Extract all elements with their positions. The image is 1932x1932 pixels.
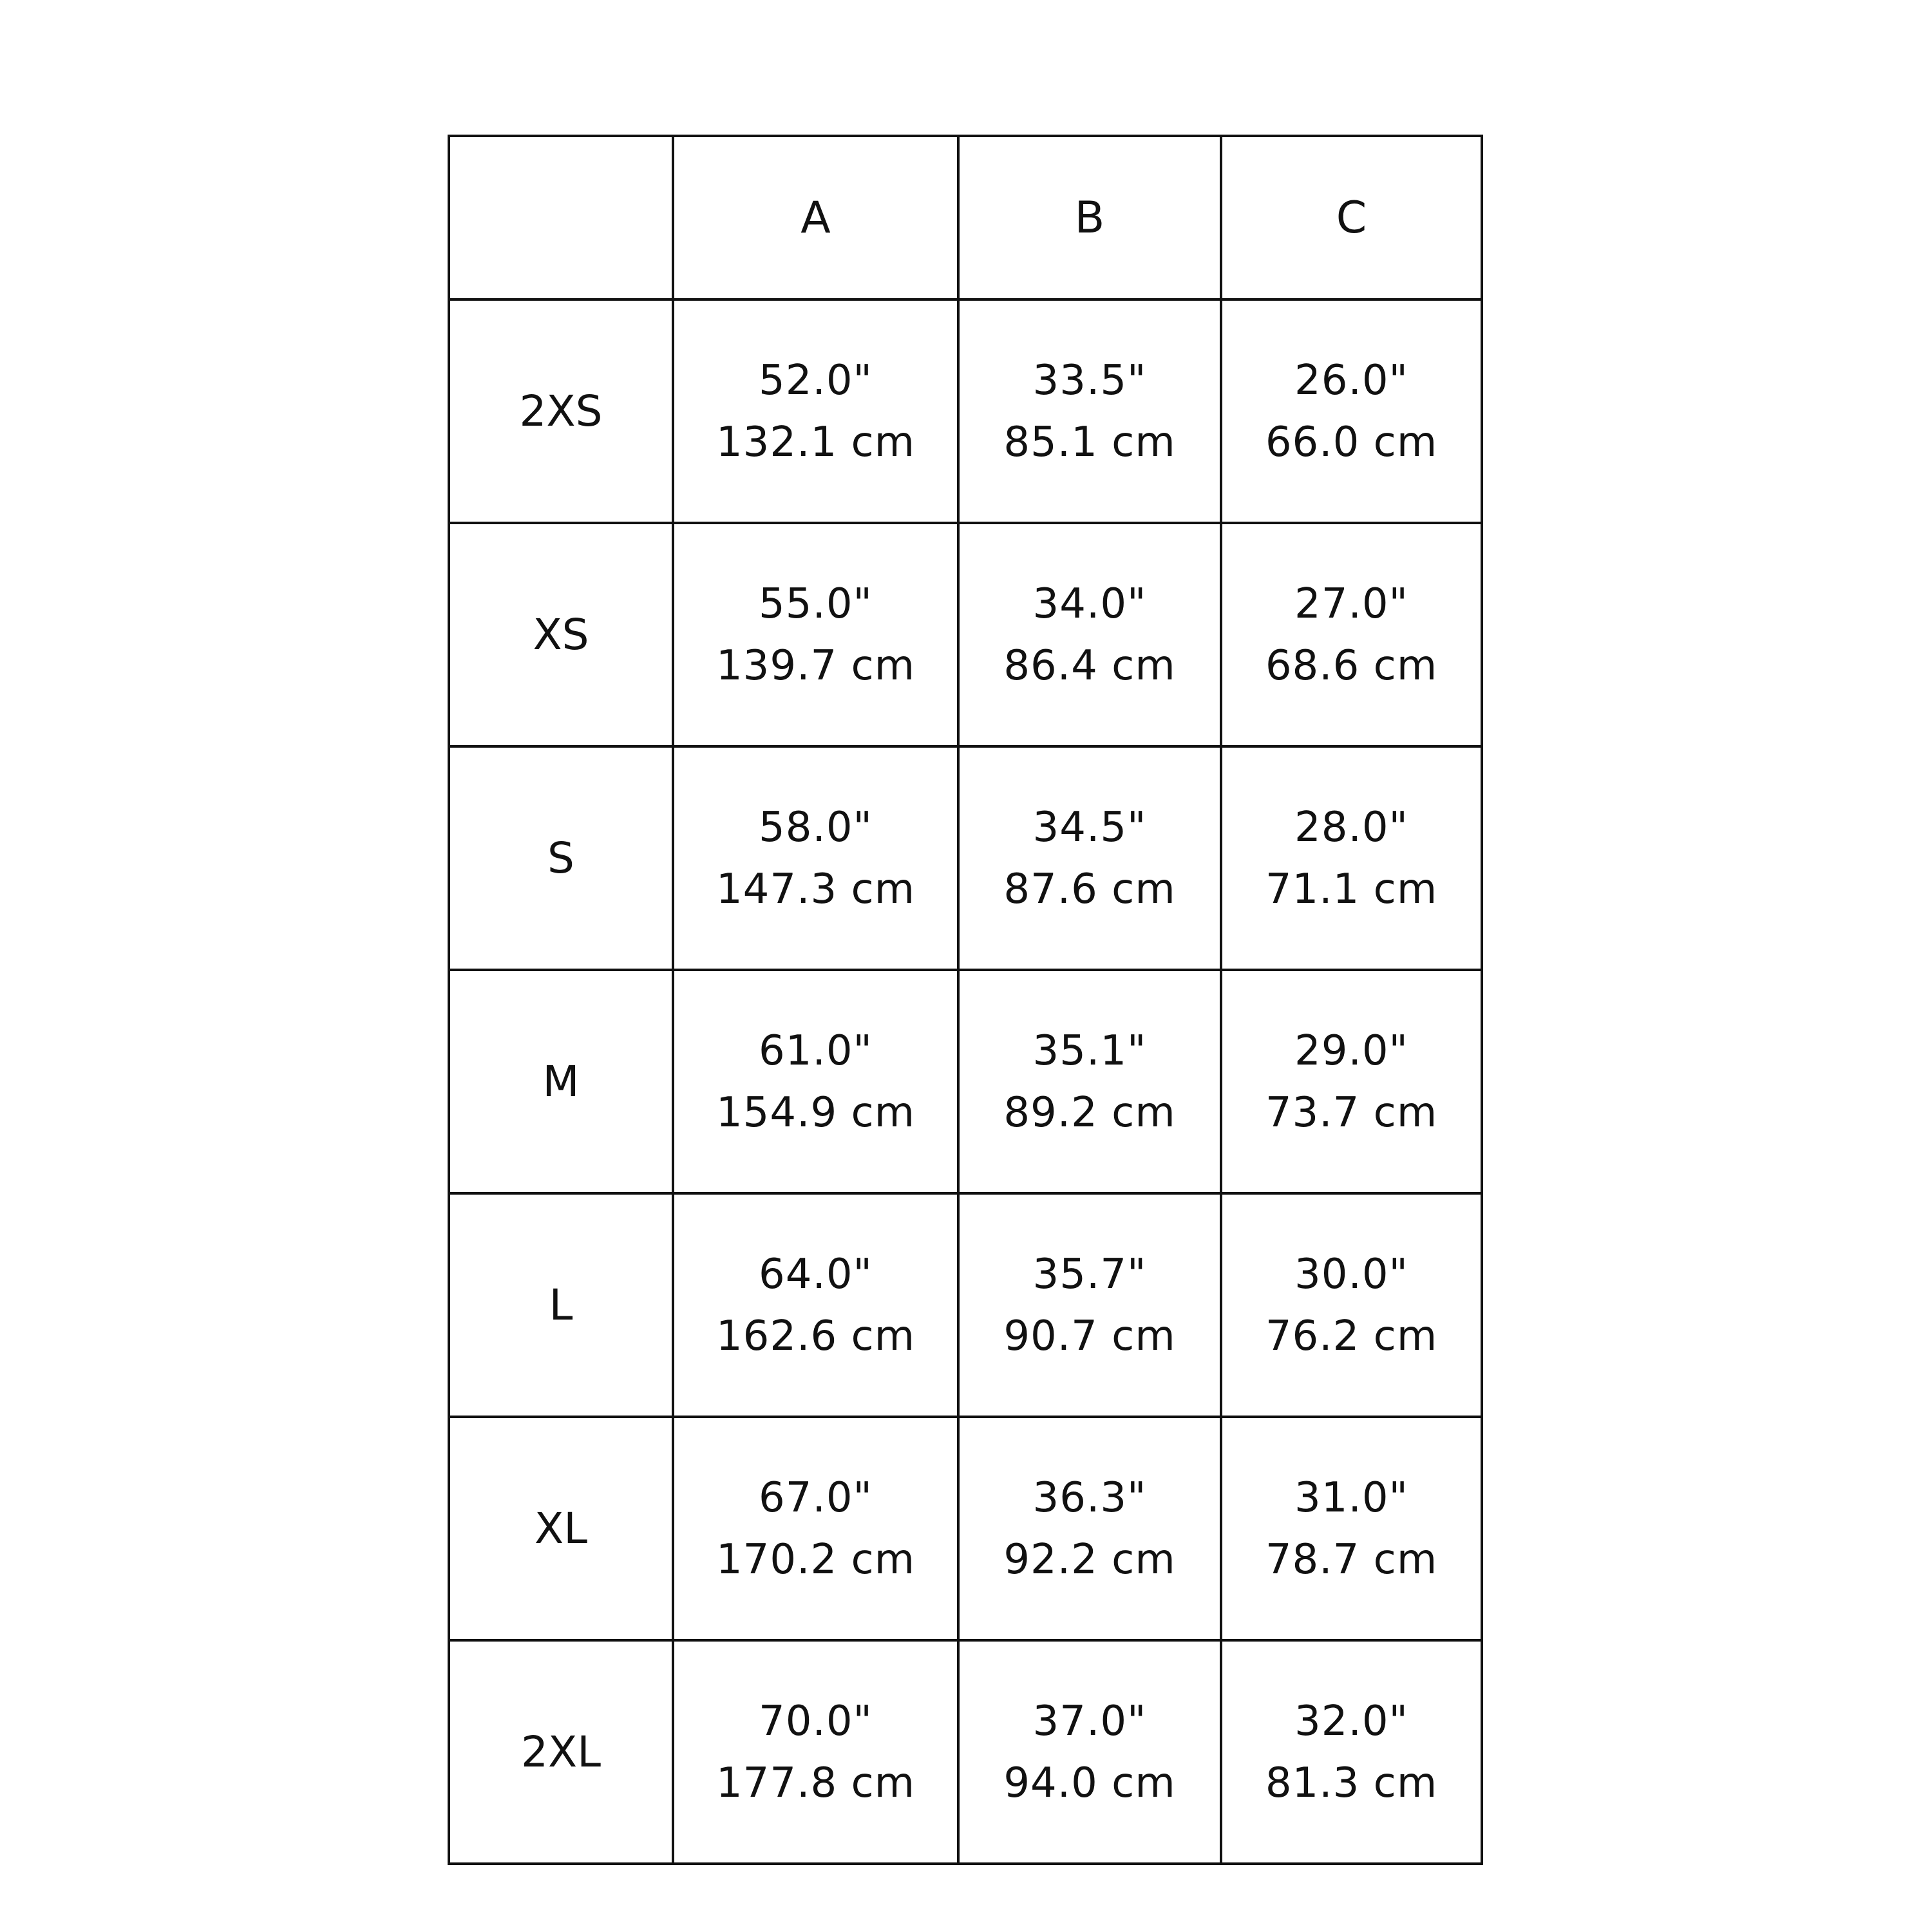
cm-value: 68.6 cm [1265,641,1438,690]
inch-value: 33.5" [1032,356,1147,404]
size-label: S [449,746,673,970]
cm-value: 89.2 cm [1003,1088,1176,1137]
inch-value: 52.0" [759,356,873,404]
inch-value: 34.0" [1032,580,1147,628]
cm-value: 177.8 cm [715,1759,916,1807]
table-row [449,746,1482,970]
measurement-cell-b [958,1417,1221,1640]
inch-value: 35.7" [1032,1250,1147,1298]
measurement-cell-c [1221,970,1482,1193]
measurement-cell-a [673,1193,958,1417]
measurement-cell-b [958,1193,1221,1417]
cm-value: 94.0 cm [1003,1759,1176,1807]
cm-value: 85.1 cm [1003,418,1176,466]
inch-value: 28.0" [1294,803,1408,851]
measurement-cell-b [958,299,1221,523]
table-row [449,299,1482,523]
cm-value: 71.1 cm [1265,865,1438,913]
inch-value: 67.0" [759,1473,873,1522]
cm-value: 78.7 cm [1265,1535,1438,1584]
header-b: B [958,136,1221,299]
size-label: L [449,1193,673,1417]
measurement-cell-a [673,746,958,970]
cm-value: 90.7 cm [1003,1312,1176,1360]
measurement-cell-a [673,1417,958,1640]
size-chart-table [448,135,1483,1865]
cm-value: 92.2 cm [1003,1535,1176,1584]
inch-value: 64.0" [759,1250,873,1298]
inch-value: 27.0" [1294,580,1408,628]
inch-value: 34.5" [1032,803,1147,851]
measurement-cell-c [1221,1640,1482,1864]
measurement-cell-c [1221,299,1482,523]
cm-value: 66.0 cm [1265,418,1438,466]
measurement-cell-b [958,1640,1221,1864]
inch-value: 31.0" [1294,1473,1408,1522]
cm-value: 81.3 cm [1265,1759,1438,1807]
inch-value: 32.0" [1294,1697,1408,1745]
cm-value: 73.7 cm [1265,1088,1438,1137]
inch-value: 58.0" [759,803,873,851]
header-corner [449,136,673,299]
cm-value: 147.3 cm [715,865,916,913]
cm-value: 139.7 cm [715,641,916,690]
cm-value: 154.9 cm [715,1088,916,1137]
size-label: 2XS [449,299,673,523]
measurement-cell-a [673,299,958,523]
cm-value: 76.2 cm [1265,1312,1438,1360]
inch-value: 70.0" [759,1697,873,1745]
measurement-cell-c [1221,523,1482,746]
size-label: 2XL [449,1640,673,1864]
size-label: M [449,970,673,1193]
measurement-cell-c [1221,746,1482,970]
measurement-cell-b [958,746,1221,970]
table-row [449,523,1482,746]
inch-value: 35.1" [1032,1027,1147,1075]
measurement-cell-c [1221,1417,1482,1640]
table-row [449,1193,1482,1417]
table-row [449,1417,1482,1640]
header-row [449,136,1482,299]
inch-value: 29.0" [1294,1027,1408,1075]
cm-value: 87.6 cm [1003,865,1176,913]
measurement-cell-b [958,523,1221,746]
size-label: XL [449,1417,673,1640]
cm-value: 170.2 cm [715,1535,916,1584]
inch-value: 36.3" [1032,1473,1147,1522]
measurement-cell-a [673,523,958,746]
measurement-cell-b [958,970,1221,1193]
inch-value: 55.0" [759,580,873,628]
cm-value: 86.4 cm [1003,641,1176,690]
measurement-cell-c [1221,1193,1482,1417]
size-label: XS [449,523,673,746]
inch-value: 30.0" [1294,1250,1408,1298]
inch-value: 37.0" [1032,1697,1147,1745]
measurement-cell-a [673,1640,958,1864]
measurement-cell-a [673,970,958,1193]
inch-value: 26.0" [1294,356,1408,404]
header-a: A [673,136,958,299]
table-row [449,1640,1482,1864]
table-row [449,970,1482,1193]
inch-value: 61.0" [759,1027,873,1075]
cm-value: 132.1 cm [715,418,916,466]
cm-value: 162.6 cm [715,1312,916,1360]
header-c: C [1221,136,1482,299]
